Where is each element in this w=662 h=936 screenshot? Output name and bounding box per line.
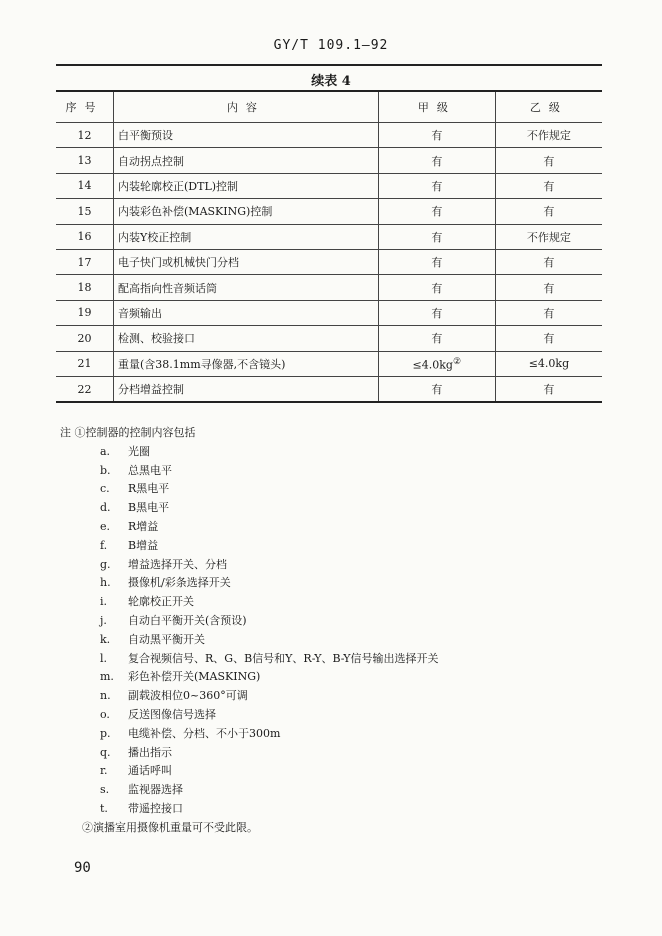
row-number-text: 14 bbox=[77, 179, 92, 193]
row-grade-b bbox=[495, 300, 602, 325]
row-number bbox=[56, 275, 114, 300]
list-item-text: 轮廓校正开关 bbox=[128, 595, 194, 609]
list-item-marker: r. bbox=[100, 764, 108, 778]
row-item bbox=[114, 326, 379, 351]
list-item-marker: g. bbox=[100, 557, 111, 571]
table-row bbox=[56, 249, 602, 274]
list-item-marker: l. bbox=[100, 651, 108, 665]
list-item-marker: c. bbox=[100, 482, 110, 496]
row-grade-a-text: 有 bbox=[431, 332, 443, 346]
row-number bbox=[56, 249, 114, 274]
row-grade-a bbox=[378, 300, 495, 325]
row-item bbox=[114, 300, 379, 325]
notes-list bbox=[60, 443, 600, 819]
list-item-text: B增益 bbox=[128, 538, 159, 552]
row-grade-a-text: 有 bbox=[431, 306, 443, 320]
row-grade-b bbox=[495, 123, 602, 148]
notes-section bbox=[60, 424, 600, 838]
row-item bbox=[114, 224, 379, 249]
row-grade-b-text: 有 bbox=[543, 306, 555, 320]
list-item bbox=[100, 499, 600, 518]
list-item-text: R黑电平 bbox=[128, 482, 170, 496]
row-number bbox=[56, 148, 114, 173]
list-item-text: 自动黑平衡开关 bbox=[128, 632, 205, 646]
row-grade-a-text: 有 bbox=[431, 383, 443, 397]
notes-title: 注 ①控制器的控制内容包括 bbox=[60, 426, 196, 439]
row-item-text: 内装彩色补偿(MASKING)控制 bbox=[118, 205, 273, 219]
row-grade-a bbox=[378, 224, 495, 249]
row-grade-b-text: 有 bbox=[543, 332, 555, 346]
footnote-ref: ② bbox=[452, 355, 462, 367]
row-item-text: 内装Y校正控制 bbox=[118, 230, 192, 244]
row-grade-b-text: 有 bbox=[543, 256, 555, 270]
row-grade-b-text: 有 bbox=[543, 205, 555, 219]
row-grade-a bbox=[378, 148, 495, 173]
list-item-marker: p. bbox=[100, 726, 111, 740]
row-grade-b bbox=[495, 351, 602, 376]
row-number-text: 18 bbox=[77, 281, 92, 295]
list-item bbox=[100, 593, 600, 612]
row-grade-a bbox=[378, 123, 495, 148]
row-number-text: 20 bbox=[77, 331, 92, 345]
row-number-text: 19 bbox=[77, 306, 92, 320]
list-item bbox=[100, 574, 600, 593]
list-item-text: 带遥控接口 bbox=[128, 801, 183, 815]
row-number bbox=[56, 224, 114, 249]
list-item-marker: q. bbox=[100, 745, 111, 759]
table-row bbox=[56, 224, 602, 249]
row-grade-b-text: 有 bbox=[543, 154, 555, 168]
row-number bbox=[56, 376, 114, 402]
table-row bbox=[56, 148, 602, 173]
list-item-marker: t. bbox=[100, 801, 108, 815]
row-item-text: 音频输出 bbox=[118, 306, 163, 320]
row-grade-a-text: 有 bbox=[431, 230, 443, 244]
col-header-grade-b: 乙级 bbox=[495, 91, 602, 123]
row-grade-b bbox=[495, 376, 602, 402]
table-caption: 续表 4 bbox=[311, 74, 351, 89]
row-item bbox=[114, 199, 379, 224]
col-header-item: 内容 bbox=[114, 91, 379, 123]
list-item bbox=[100, 725, 600, 744]
list-item-text: 监视器选择 bbox=[128, 783, 183, 797]
list-item-text: 摄像机/彩条选择开关 bbox=[128, 576, 231, 590]
table-row bbox=[56, 199, 602, 224]
list-item bbox=[100, 443, 600, 462]
row-grade-a-text: 有 bbox=[431, 205, 443, 219]
header-rule bbox=[56, 64, 602, 66]
row-number-text: 15 bbox=[77, 204, 92, 218]
row-number bbox=[56, 199, 114, 224]
list-item bbox=[100, 687, 600, 706]
list-item-text: 自动白平衡开关(含预设) bbox=[128, 613, 247, 627]
row-number bbox=[56, 326, 114, 351]
list-item-text: 光圈 bbox=[128, 444, 150, 458]
list-item-text: 彩色补偿开关(MASKING) bbox=[128, 670, 261, 684]
row-grade-a-text: 有 bbox=[431, 179, 443, 193]
row-item-text: 配高指向性音频话筒 bbox=[118, 281, 218, 295]
row-number-text: 12 bbox=[77, 128, 92, 142]
table-row bbox=[56, 300, 602, 325]
spec-table bbox=[56, 90, 602, 403]
note-2: ②演播室用摄像机重量可不受此限。 bbox=[82, 820, 258, 834]
row-number-text: 17 bbox=[77, 255, 92, 269]
row-grade-a bbox=[378, 199, 495, 224]
list-item bbox=[100, 537, 600, 556]
row-number bbox=[56, 173, 114, 198]
list-item-text: B黑电平 bbox=[128, 501, 170, 515]
page-number: 90 bbox=[74, 860, 91, 876]
list-item bbox=[100, 706, 600, 725]
row-grade-a bbox=[378, 173, 495, 198]
row-grade-a bbox=[378, 376, 495, 402]
row-grade-b bbox=[495, 275, 602, 300]
row-grade-b bbox=[495, 249, 602, 274]
row-grade-b bbox=[495, 148, 602, 173]
list-item-text: 复合视频信号、R、G、B信号和Y、R-Y、B-Y信号输出选择开关 bbox=[128, 651, 439, 665]
list-item-text: 通话呼叫 bbox=[128, 764, 172, 778]
list-item bbox=[100, 800, 600, 819]
row-grade-a-text: 有 bbox=[431, 256, 443, 270]
row-item-text: 重量(含38.1mm寻像器,不含镜头) bbox=[118, 357, 286, 371]
list-item bbox=[100, 631, 600, 650]
table-row bbox=[56, 351, 602, 376]
row-number-text: 16 bbox=[77, 230, 92, 244]
list-item bbox=[100, 668, 600, 687]
list-item-marker: f. bbox=[100, 538, 108, 552]
row-grade-b-text: ≤4.0kg bbox=[528, 357, 570, 371]
list-item-marker: a. bbox=[100, 444, 111, 458]
list-item-text: 副载波相位0~360°可调 bbox=[128, 689, 248, 703]
row-item-text: 分档增益控制 bbox=[118, 383, 185, 397]
list-item bbox=[100, 744, 600, 763]
list-item-marker: n. bbox=[100, 689, 111, 703]
list-item-text: 增益选择开关、分档 bbox=[128, 557, 227, 571]
list-item-text: R增益 bbox=[128, 519, 159, 533]
list-item-marker: m. bbox=[100, 670, 114, 684]
row-grade-a-text: 有 bbox=[431, 154, 443, 168]
list-item-marker: e. bbox=[100, 519, 111, 533]
table-header-row bbox=[56, 91, 602, 123]
row-grade-a bbox=[378, 249, 495, 274]
row-grade-b-text: 有 bbox=[543, 383, 555, 397]
list-item-marker: h. bbox=[100, 576, 111, 590]
list-item bbox=[100, 462, 600, 481]
row-grade-b-text: 不作规定 bbox=[526, 230, 571, 244]
table-row bbox=[56, 326, 602, 351]
row-item bbox=[114, 148, 379, 173]
row-item bbox=[114, 123, 379, 148]
table-row bbox=[56, 275, 602, 300]
row-item bbox=[114, 249, 379, 274]
list-item-marker: d. bbox=[100, 501, 111, 515]
list-item bbox=[100, 480, 600, 499]
row-item-text: 白平衡预设 bbox=[118, 129, 174, 143]
row-grade-a-text: 有 bbox=[431, 281, 443, 295]
list-item bbox=[100, 781, 600, 800]
row-item-text: 电子快门或机械快门分档 bbox=[118, 256, 240, 270]
list-item-text: 反送图像信号选择 bbox=[128, 707, 216, 721]
list-item-marker: j. bbox=[100, 613, 107, 627]
row-grade-b-text: 有 bbox=[543, 281, 555, 295]
list-item-marker: o. bbox=[100, 707, 110, 721]
list-item-marker: i. bbox=[100, 595, 108, 609]
row-item-text: 内装轮廓校正(DTL)控制 bbox=[118, 179, 239, 193]
row-number-text: 22 bbox=[77, 382, 92, 396]
row-grade-b-text: 有 bbox=[543, 179, 555, 193]
table-row bbox=[56, 173, 602, 198]
row-number bbox=[56, 123, 114, 148]
row-number-text: 21 bbox=[77, 357, 92, 371]
row-number bbox=[56, 300, 114, 325]
row-grade-b bbox=[495, 224, 602, 249]
row-grade-b bbox=[495, 326, 602, 351]
list-item bbox=[100, 650, 600, 669]
row-item-text: 检测、校验接口 bbox=[118, 332, 196, 346]
row-grade-b-text: 不作规定 bbox=[526, 129, 571, 143]
table-row bbox=[56, 123, 602, 148]
row-grade-a bbox=[378, 275, 495, 300]
row-grade-b bbox=[495, 199, 602, 224]
row-item bbox=[114, 351, 379, 376]
list-item-marker: b. bbox=[100, 463, 111, 477]
list-item bbox=[100, 518, 600, 537]
row-item bbox=[114, 376, 379, 402]
list-item bbox=[100, 556, 600, 575]
standard-code-header: GY/T 109.1—92 bbox=[273, 38, 389, 53]
row-number-text: 13 bbox=[77, 154, 92, 168]
row-grade-b bbox=[495, 173, 602, 198]
table-row bbox=[56, 376, 602, 402]
row-grade-a bbox=[378, 326, 495, 351]
list-item-text: 播出指示 bbox=[128, 745, 172, 759]
table-body bbox=[56, 123, 602, 403]
list-item-marker: s. bbox=[100, 783, 110, 797]
row-grade-a-text: ≤4.0kg bbox=[412, 358, 453, 372]
row-grade-a bbox=[378, 351, 495, 376]
list-item-text: 电缆补偿、分档、不小于300m bbox=[128, 726, 281, 740]
list-item-marker: k. bbox=[100, 632, 111, 646]
col-header-grade-a: 甲级 bbox=[378, 91, 495, 123]
list-item bbox=[100, 762, 600, 781]
list-item bbox=[100, 612, 600, 631]
row-item bbox=[114, 173, 379, 198]
row-number bbox=[56, 351, 114, 376]
row-item bbox=[114, 275, 379, 300]
row-item-text: 自动拐点控制 bbox=[118, 154, 185, 168]
list-item-text: 总黑电平 bbox=[128, 463, 172, 477]
row-grade-a-text: 有 bbox=[431, 129, 443, 143]
col-header-num: 序号 bbox=[56, 91, 114, 123]
